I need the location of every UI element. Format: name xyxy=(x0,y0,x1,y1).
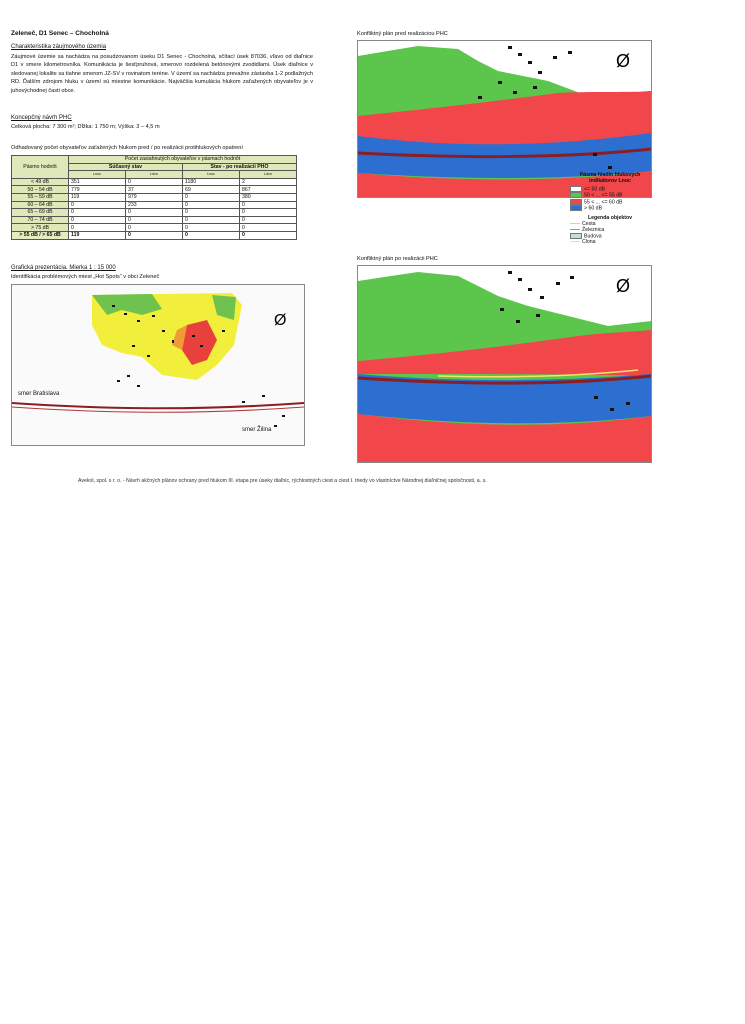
legend-swatch xyxy=(570,223,580,224)
legend-swatch xyxy=(570,186,582,192)
legend-swatch xyxy=(570,229,580,230)
table-header-current: Súčasný stav xyxy=(69,163,183,171)
noise-table xyxy=(11,155,297,240)
table-row xyxy=(12,216,297,224)
map-before-caption: Konfliktný plán pred realizáciou PHC xyxy=(357,31,448,37)
table-header-zone: Pásmo hodnôt xyxy=(12,156,69,179)
table-row xyxy=(12,193,297,201)
table-cell: 0 xyxy=(69,224,126,232)
table-cell: 0 xyxy=(240,201,297,209)
table-cell: 979 xyxy=(126,193,183,201)
table-row xyxy=(12,209,297,217)
table-cell: 0 xyxy=(183,231,240,239)
noise-table-wrapper xyxy=(11,155,297,240)
compass-icon: Ø xyxy=(616,51,631,71)
legend-item xyxy=(570,239,650,245)
legend-label: Clona xyxy=(582,238,596,245)
table-cell: 0 xyxy=(240,209,297,217)
table-cell: 0 xyxy=(183,201,240,209)
table-cell: 867 xyxy=(240,186,297,194)
table-sub-lnoc-current: Lnoc xyxy=(69,171,126,179)
section-characteristics-heading: Charakteristika záujmového územia xyxy=(11,44,107,50)
table-row-total xyxy=(12,231,297,239)
legend-swatch xyxy=(570,199,582,205)
legend-objects-title: Legenda objektov xyxy=(587,214,633,221)
table-sub-ldvn-after: Ldvn xyxy=(240,171,297,179)
legend-label: Budova xyxy=(584,232,602,239)
table-row-label: < 49 dB xyxy=(12,178,69,186)
legend-subtitle: indikátorov Lnoc xyxy=(589,178,631,184)
table-cell: 0 xyxy=(126,178,183,186)
section-graphic-heading: Grafická prezentácia. Mierka 1 : 15 000 xyxy=(11,265,116,271)
table-row xyxy=(12,224,297,232)
table-cell: 0 xyxy=(183,224,240,232)
hotspot-map xyxy=(11,284,305,446)
table-sub-lnoc-after: Lnoc xyxy=(183,171,240,179)
table-cell: 0 xyxy=(240,224,297,232)
legend-label: <= 50 dB xyxy=(584,186,606,193)
table-row-label: > 75 dB xyxy=(12,224,69,232)
direction-label-zilina: smer Žilina xyxy=(242,427,272,433)
map-after-caption: Konfliktný plán po realizácii PHC xyxy=(357,256,438,262)
compass-icon: Ø xyxy=(616,276,631,296)
table-header-group: Počet zasiahnutých obyvateľov v pásmach hodnôt xyxy=(69,156,297,164)
legend-item xyxy=(570,205,650,211)
legend-label: Cesta xyxy=(582,220,596,227)
table-cell: 0 xyxy=(183,193,240,201)
table-cell: 233 xyxy=(126,201,183,209)
table-cell: 0 xyxy=(240,216,297,224)
table-sub-ldvn-current: Ldvn xyxy=(126,171,183,179)
table-cell: 0 xyxy=(126,209,183,217)
table-cell: 0 xyxy=(183,209,240,217)
table-caption: Odhadovaný počet obyvateľov zaťažených hlukom pred / po realizácii protihlukových opatrení xyxy=(11,145,243,151)
section-concept-heading: Koncepčný návrh PHC xyxy=(11,115,72,121)
table-row-label: 60 – 64 dB xyxy=(12,201,69,209)
table-cell: 0 xyxy=(69,209,126,217)
page-footer: Avekol, spol. s r. o. - Návrh akčných plánov ochrany pred hlukom III. etapa pre úseky diaľnic, rýchlostných ciest a ciest I. triedy vo vlastníctve Národnej diaľničnej spoločnosti, a. s. xyxy=(78,478,487,484)
table-cell: 0 xyxy=(126,231,183,239)
table-row-label: 65 – 69 dB xyxy=(12,209,69,217)
table-cell: 37 xyxy=(126,186,183,194)
legend-swatch xyxy=(570,233,582,239)
table-cell: 2 xyxy=(240,178,297,186)
table-row xyxy=(12,178,297,186)
legend xyxy=(570,172,650,245)
table-cell: 0 xyxy=(126,216,183,224)
table-cell: 0 xyxy=(183,216,240,224)
table-cell: 779 xyxy=(69,186,126,194)
table-cell: 0 xyxy=(126,224,183,232)
table-row xyxy=(12,201,297,209)
direction-label-bratislava: smer Bratislava xyxy=(18,391,60,397)
table-cell: 69 xyxy=(183,186,240,194)
section-concept-text: Celková plocha: 7 300 m²; Dĺžka: 1 750 m; Výška: 3 – 4,5 m xyxy=(11,124,160,130)
table-cell: 351 xyxy=(69,178,126,186)
legend-swatch xyxy=(570,192,582,198)
compass-icon: Ø xyxy=(274,312,287,329)
legend-label: Železnica xyxy=(582,226,605,233)
table-cell: 380 xyxy=(240,193,297,201)
table-cell: 0 xyxy=(240,231,297,239)
table-row-label: 50 – 54 dB xyxy=(12,186,69,194)
table-row-label: > 55 dB / > 65 dB xyxy=(12,231,69,239)
legend-swatch xyxy=(570,205,582,211)
table-row-label: 70 – 74 dB xyxy=(12,216,69,224)
legend-label: > 60 dB xyxy=(584,205,603,212)
table-cell: 1180 xyxy=(183,178,240,186)
section-graphic-subheading: Identifikácia problémových miest „Hot Spots“ v obci Zeleneč xyxy=(11,274,160,280)
table-cell: 0 xyxy=(69,216,126,224)
legend-label: 50 < ... <= 55 dB xyxy=(584,192,623,199)
page-title: Zeleneč, D1 Senec – Chocholná xyxy=(11,30,109,37)
table-cell: 119 xyxy=(69,231,126,239)
table-cell: 0 xyxy=(69,201,126,209)
map-after xyxy=(357,265,652,463)
table-header-after: Stav - po realizácii PHO xyxy=(183,163,297,171)
section-characteristics-text: Záujmové územie sa nachádza na posudzovanom úseku D1 Senec - Chocholná, sčítací úsek 87036, vľavo od diaľnice D1 v smere kilometrovníka. Komunikácia je šesťpruhová, smerovo rozdelená betónovými zvodidlami. Úsek diaľnice v sledovanej lokalite sa tiahne smerom JZ-SV v rovinatom teréne. V území sa nachádza prevažne zástavba 1-2 podlažných RD. Ďalším zdrojom hluku v území sú miestne komunikácie. Najväčšia kumulácia hlukom zaťažených obyvateľov je v juhovýchodnej časti obce. xyxy=(11,54,313,94)
legend-swatch xyxy=(570,241,580,242)
legend-label: 55 < ... <= 60 dB xyxy=(584,199,623,206)
map-after-graphic xyxy=(358,266,651,462)
table-row-label: 55 – 59 dB xyxy=(12,193,69,201)
legend-title: Pásma hladín hlukových xyxy=(579,172,641,178)
table-cell: 119 xyxy=(69,193,126,201)
hotspot-map-graphic xyxy=(12,285,304,445)
table-row xyxy=(12,186,297,194)
